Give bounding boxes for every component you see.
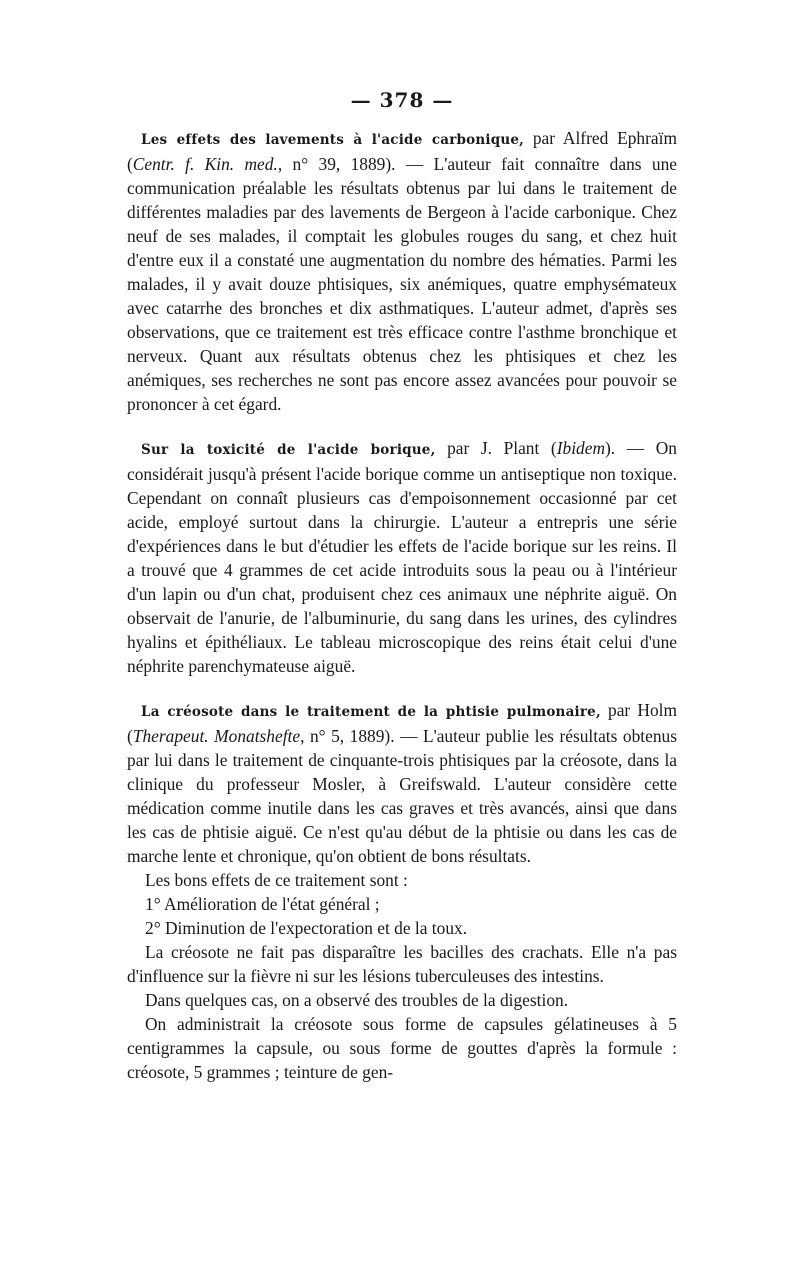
paragraph: La créosote ne fait pas disparaître les bacilles des crachats. Elle n'a pas d'influence sur la fièvre ni sur les lésions tuberculeuses des intestins. <box>127 942 677 986</box>
article-body: ). — On considérait jusqu'à présent l'acide borique comme un antiseptique non toxique. Cependant on connaît plusieurs cas d'empoisonnement occasionné par cet acide, employé surtout dans la chirurgie. L'auteur a entrepris une série d'expériences dans le but d'étudier les effets de l'acide borique sur les reins. Il a trouvé que 4 grammes de cet acide introduits sous la peau ou à l'intérieur d'un lapin ou d'un chat, produisent chez ces animaux une néphrite aiguë. On observait de l'anurie, de l'albuminurie, du sang dans les urines, des cylindres hyalins et épithéliaux. Le tableau microscopique des reins était celui d'une néphrite parenchymateuse aiguë. <box>127 438 677 676</box>
article-author: par Alfred Ephraïm ( <box>127 128 677 174</box>
paragraph: Dans quelques cas, on a observé des troubles de la digestion. <box>145 990 569 1010</box>
article-source: Therapeut. Monatshefte <box>132 726 301 746</box>
page <box>127 88 677 1104</box>
article-title: La créosote dans le traitement de la phtisie pulmonaire, <box>141 704 601 720</box>
article-source: Ibidem <box>556 438 606 458</box>
article-author: par Holm ( <box>127 700 677 746</box>
paragraph: Les bons effets de ce traitement sont : <box>145 870 408 890</box>
article-title: Sur la toxicité de l'acide borique, <box>141 442 436 458</box>
article-body: , n° 39, 1889). — L'auteur fait connaître dans une communication préalable les résultats obtenus par lui dans le traitement de différentes maladies par des lavements de Bergeon à l'acide carbonique. Chez neuf de ses malades, il comptait les globules rouges du sang, et chez huit d'entre eux il a constaté une augmentation du nombre des hématies. Parmi les malades, il y avait douze phtisiques, six anémiques, quatre emphysémateux avec catarrhe des bronches et dix asthmatiques. L'auteur admet, d'après ses observations, que ce traitement est très efficace contre l'asthme bronchique et nerveux. Quant aux résultats obtenus chez les phtisiques et chez les anémiques, ses recherches ne sont pas encore assez avancées pour pouvoir se prononcer à cet égard. <box>127 154 677 414</box>
article-boric-acid <box>127 436 677 678</box>
paragraph: 1° Amélioration de l'état général ; <box>145 894 380 914</box>
paragraph: 2° Diminution de l'expectoration et de la toux. <box>145 918 468 938</box>
paragraph: On administrait la créosote sous forme de capsules gélatineuses à 5 centigrammes la capsule, ou sous forme de gouttes d'après la formule : créosote, 5 grammes ; teinture de gen- <box>127 1014 677 1082</box>
article-carbonic-acid <box>127 126 677 416</box>
article-body: , n° 5, 1889). — L'auteur publie les résultats obtenus par lui dans le traitement de cinquante-trois phtisiques par la créosote, dans la clinique du professeur Mosler, à Greifswald. L'auteur considère cette médication comme inutile dans les cas graves et très avancés, ainsi que dans les cas de phtisie aiguë. Ce n'est qu'au début de la phtisie ou dans les cas de marche lente et chronique, qu'on obtient de bons résultats. <box>127 726 678 866</box>
article-source: Centr. f. Kin. med. <box>132 154 278 174</box>
page-number: — 378 — <box>350 88 454 112</box>
article-title: Les effets des lavements à l'acide carbonique, <box>141 132 525 148</box>
article-creosote <box>127 698 677 1084</box>
article-author: par J. Plant ( <box>435 438 557 458</box>
